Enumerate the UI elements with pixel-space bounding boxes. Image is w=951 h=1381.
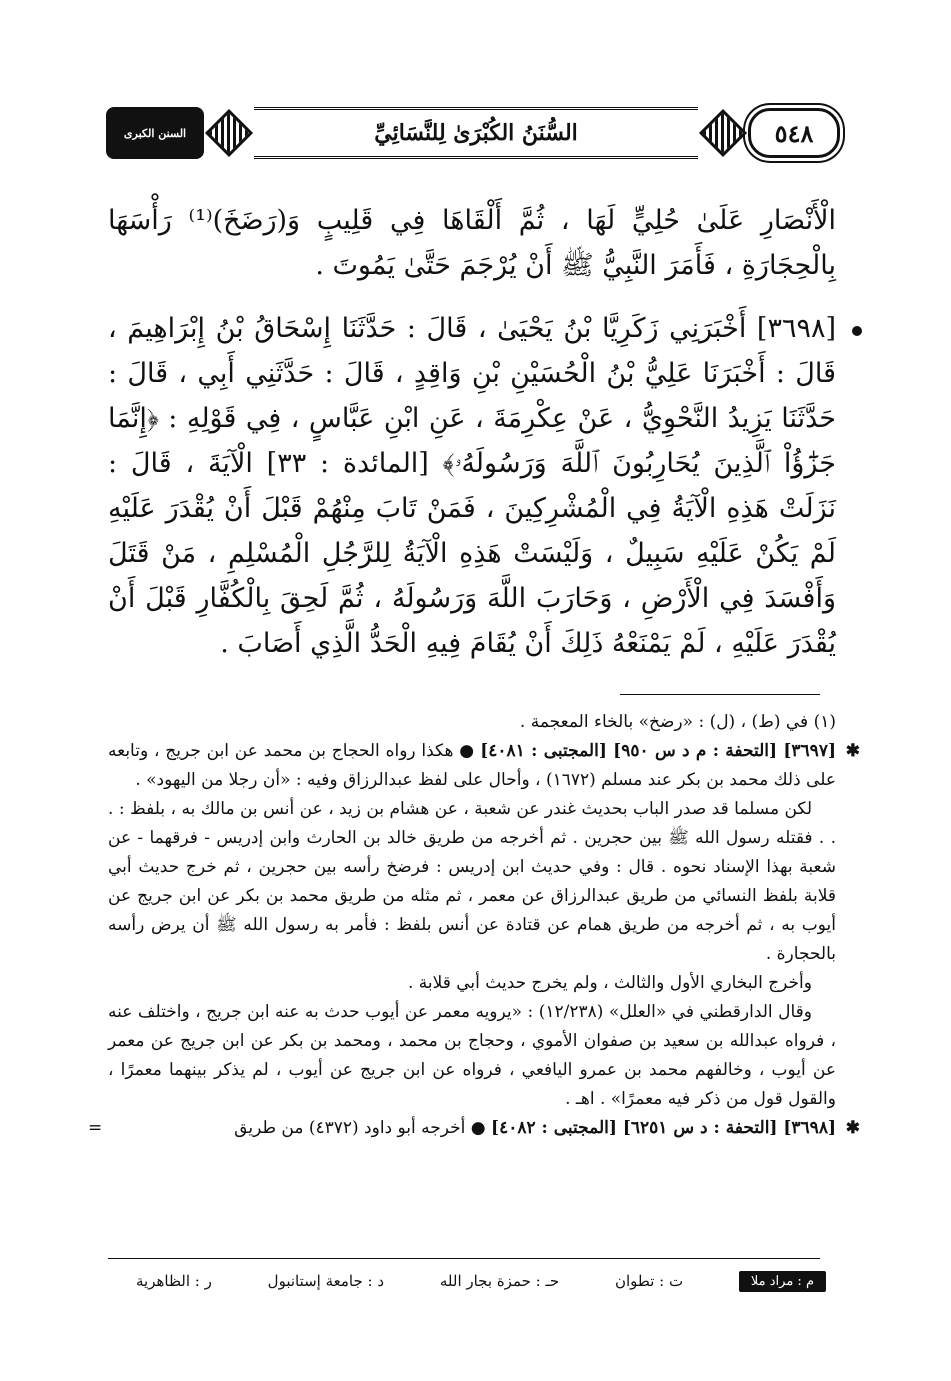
note-paragraph: لكن مسلما قد صدر الباب بحديث غندر عن شعبة ، عن هشام بن زيد ، عن أنس بن مالك به ، بلفظ : . . . فقتله رسول الله ﷺ بين حجرين . ثم أخرجه من طريق خالد بن الحارث وابن إدريس - فرقهما - عن شعبة بهذا الإسناد نحوه . قال : وفي حديث ابن إدريس : فرضخ رأسه بين حجرين ، ثم خرج حديث أبي قلابة بلفظ النسائي من طريق عبدالرزاق عن معمر ، ثم مثله من طريق محمد بن بكر عن ابن جريج عن أيوب به ، ثم أخرجه من طريق همام عن قتادة عن أنس بلفظ : فأمر به رسول الله ﷺ أن يرض رأسه بالحجارة . (108, 799, 836, 964)
note-3698-ref: [٣٦٩٨] [التحفة : د س ٦٢٥١] [المجتبى : ٤٠٨٢] (491, 1118, 836, 1138)
note-paragraph: وقال الدارقطني في «العلل» (١٢/٢٣٨) : «يرويه معمر عن أيوب حدث به عنه ابن جريج ، واختلف عنه ، فرواه عبدالله بن سعيد بن صفوان الأموي ، وحجاج بن محمد ، ومحمد بن بكر عن ابن جريج عن معمر عن أيوب ، وخالفهم محمد بن عمرو اليافعي ، فرواه عن ابن جريج عن أيوب ، لم يذكر بينهما معمرًا ، والقول قول من ذكر فيه معمرًا» . اهـ . (108, 1002, 836, 1109)
note-3697-ref: [٣٦٩٧] [التحفة : م د س ٩٥٠] [المجتبى : ٤٠٨١] (480, 741, 836, 761)
ornament-knot-icon (205, 109, 253, 157)
manuscript-t: ت : تطوان (614, 1272, 684, 1290)
footer-divider (108, 1258, 820, 1259)
main-text (108, 198, 836, 666)
manuscript-h: حـ : حمزة بجار الله (439, 1272, 560, 1290)
asterisk-icon: ✱ (845, 741, 860, 761)
continuation-paragraph: الْأَنْصَارِ عَلَىٰ حُلِيٍّ لَهَا ، ثُمَّ أَلْقَاهَا فِي قَلِيبٍ وَ(رَضَخَ)⁽¹⁾ رَأْسَهَا بِالْحِجَارَةِ ، فَأَمَرَ النَّبِيُّ ﷺ أَنْ يُرْجَمَ حَتَّىٰ يَمُوتَ . (108, 205, 836, 281)
note-3697-text: ● هكذا رواه الحجاج بن محمد عن ابن جريج ، وتابعه على ذلك محمد بن بكر عند مسلم (١٦٧٢) ، وأحال على لفظ عبدالرزاق وفيه : «أن رجلا من اليهود» . (108, 741, 836, 790)
continuation-mark: = (88, 1118, 103, 1138)
bullet-icon (852, 326, 862, 336)
note-3697 (108, 737, 860, 795)
asterisk-icon: ✱ (845, 1118, 860, 1138)
manuscript-key (136, 1266, 826, 1296)
note-paragraph: وأخرج البخاري الأول والثالث ، ولم يخرج حديث أبي قلابة . (407, 973, 812, 993)
hadith-text: [٣٦٩٨] أَخْبَرَنِي زَكَرِيَّا بْنُ يَحْيَىٰ ، قَالَ : حَدَّثَنَا إِسْحَاقُ بْنُ إِبْرَاهِيمَ ، قَالَ : أَخْبَرَنَا عَلِيُّ بْنُ الْحُسَيْنِ بْنِ وَاقِدٍ ، قَالَ : حَدَّثَنِي أَبِي ، قَالَ : حَدَّثَنَا يَزِيدُ النَّحْوِيُّ ، عَنْ عِكْرِمَةَ ، عَنِ ابْنِ عَبَّاسٍ ، فِي قَوْلِهِ : ﴿إِنَّمَا جَزَٰٓؤُاْ ٱلَّذِينَ يُحَارِبُونَ ٱللَّهَ وَرَسُولَهُۥ﴾ [المائدة : ٣٣] الْآيَةَ ، قَالَ : نَزَلَتْ هَذِهِ الْآيَةُ فِي الْمُشْرِكِينَ ، فَمَنْ تَابَ مِنْهُمْ قَبْلَ أَنْ يُقْدَرَ عَلَيْهِ لَمْ يَكُنْ عَلَيْهِ سَبِيلٌ ، وَلَيْسَتْ هَذِهِ الْآيَةُ لِلرَّجُلِ الْمُسْلِمِ ، مَنْ قَتَلَ وَأَفْسَدَ فِي الْأَرْضِ ، وَحَارَبَ اللَّهَ وَرَسُولَهُ ، ثُمَّ لَحِقَ بِالْكُفَّارِ قَبْلَ أَنْ يُقْدَرَ عَلَيْهِ ، لَمْ يَمْنَعْهُ ذَلِكَ أَنْ يُقَامَ فِيهِ الْحَدُّ الَّذِي أَصَابَ . (108, 313, 836, 659)
footnotes (88, 708, 860, 1143)
hadith-3698 (108, 306, 836, 666)
page-header (106, 104, 840, 162)
manuscript-m: م : مراد ملا (739, 1271, 826, 1292)
note-3698-text: ● أخرجه أبو داود (٤٣٧٢) من طريق (234, 1118, 486, 1138)
manuscript-r: ر : الظاهرية (136, 1272, 212, 1290)
ornament-knot-icon (699, 109, 747, 157)
footnote-divider (620, 694, 820, 695)
note-3698 (88, 1114, 860, 1143)
manuscript-d: د : جامعة إستانبول (267, 1272, 385, 1290)
page-number: ٥٤٨ (748, 108, 840, 158)
book-title: السُّنَنُ الكُبْرَىٰ لِلنَّسَائِيِّ (254, 107, 698, 159)
book-emblem: السنن الكبرى (106, 107, 204, 159)
footnote-1: (١) في (ط) ، (ل) : «رضخ» بالخاء المعجمة . (519, 712, 836, 732)
